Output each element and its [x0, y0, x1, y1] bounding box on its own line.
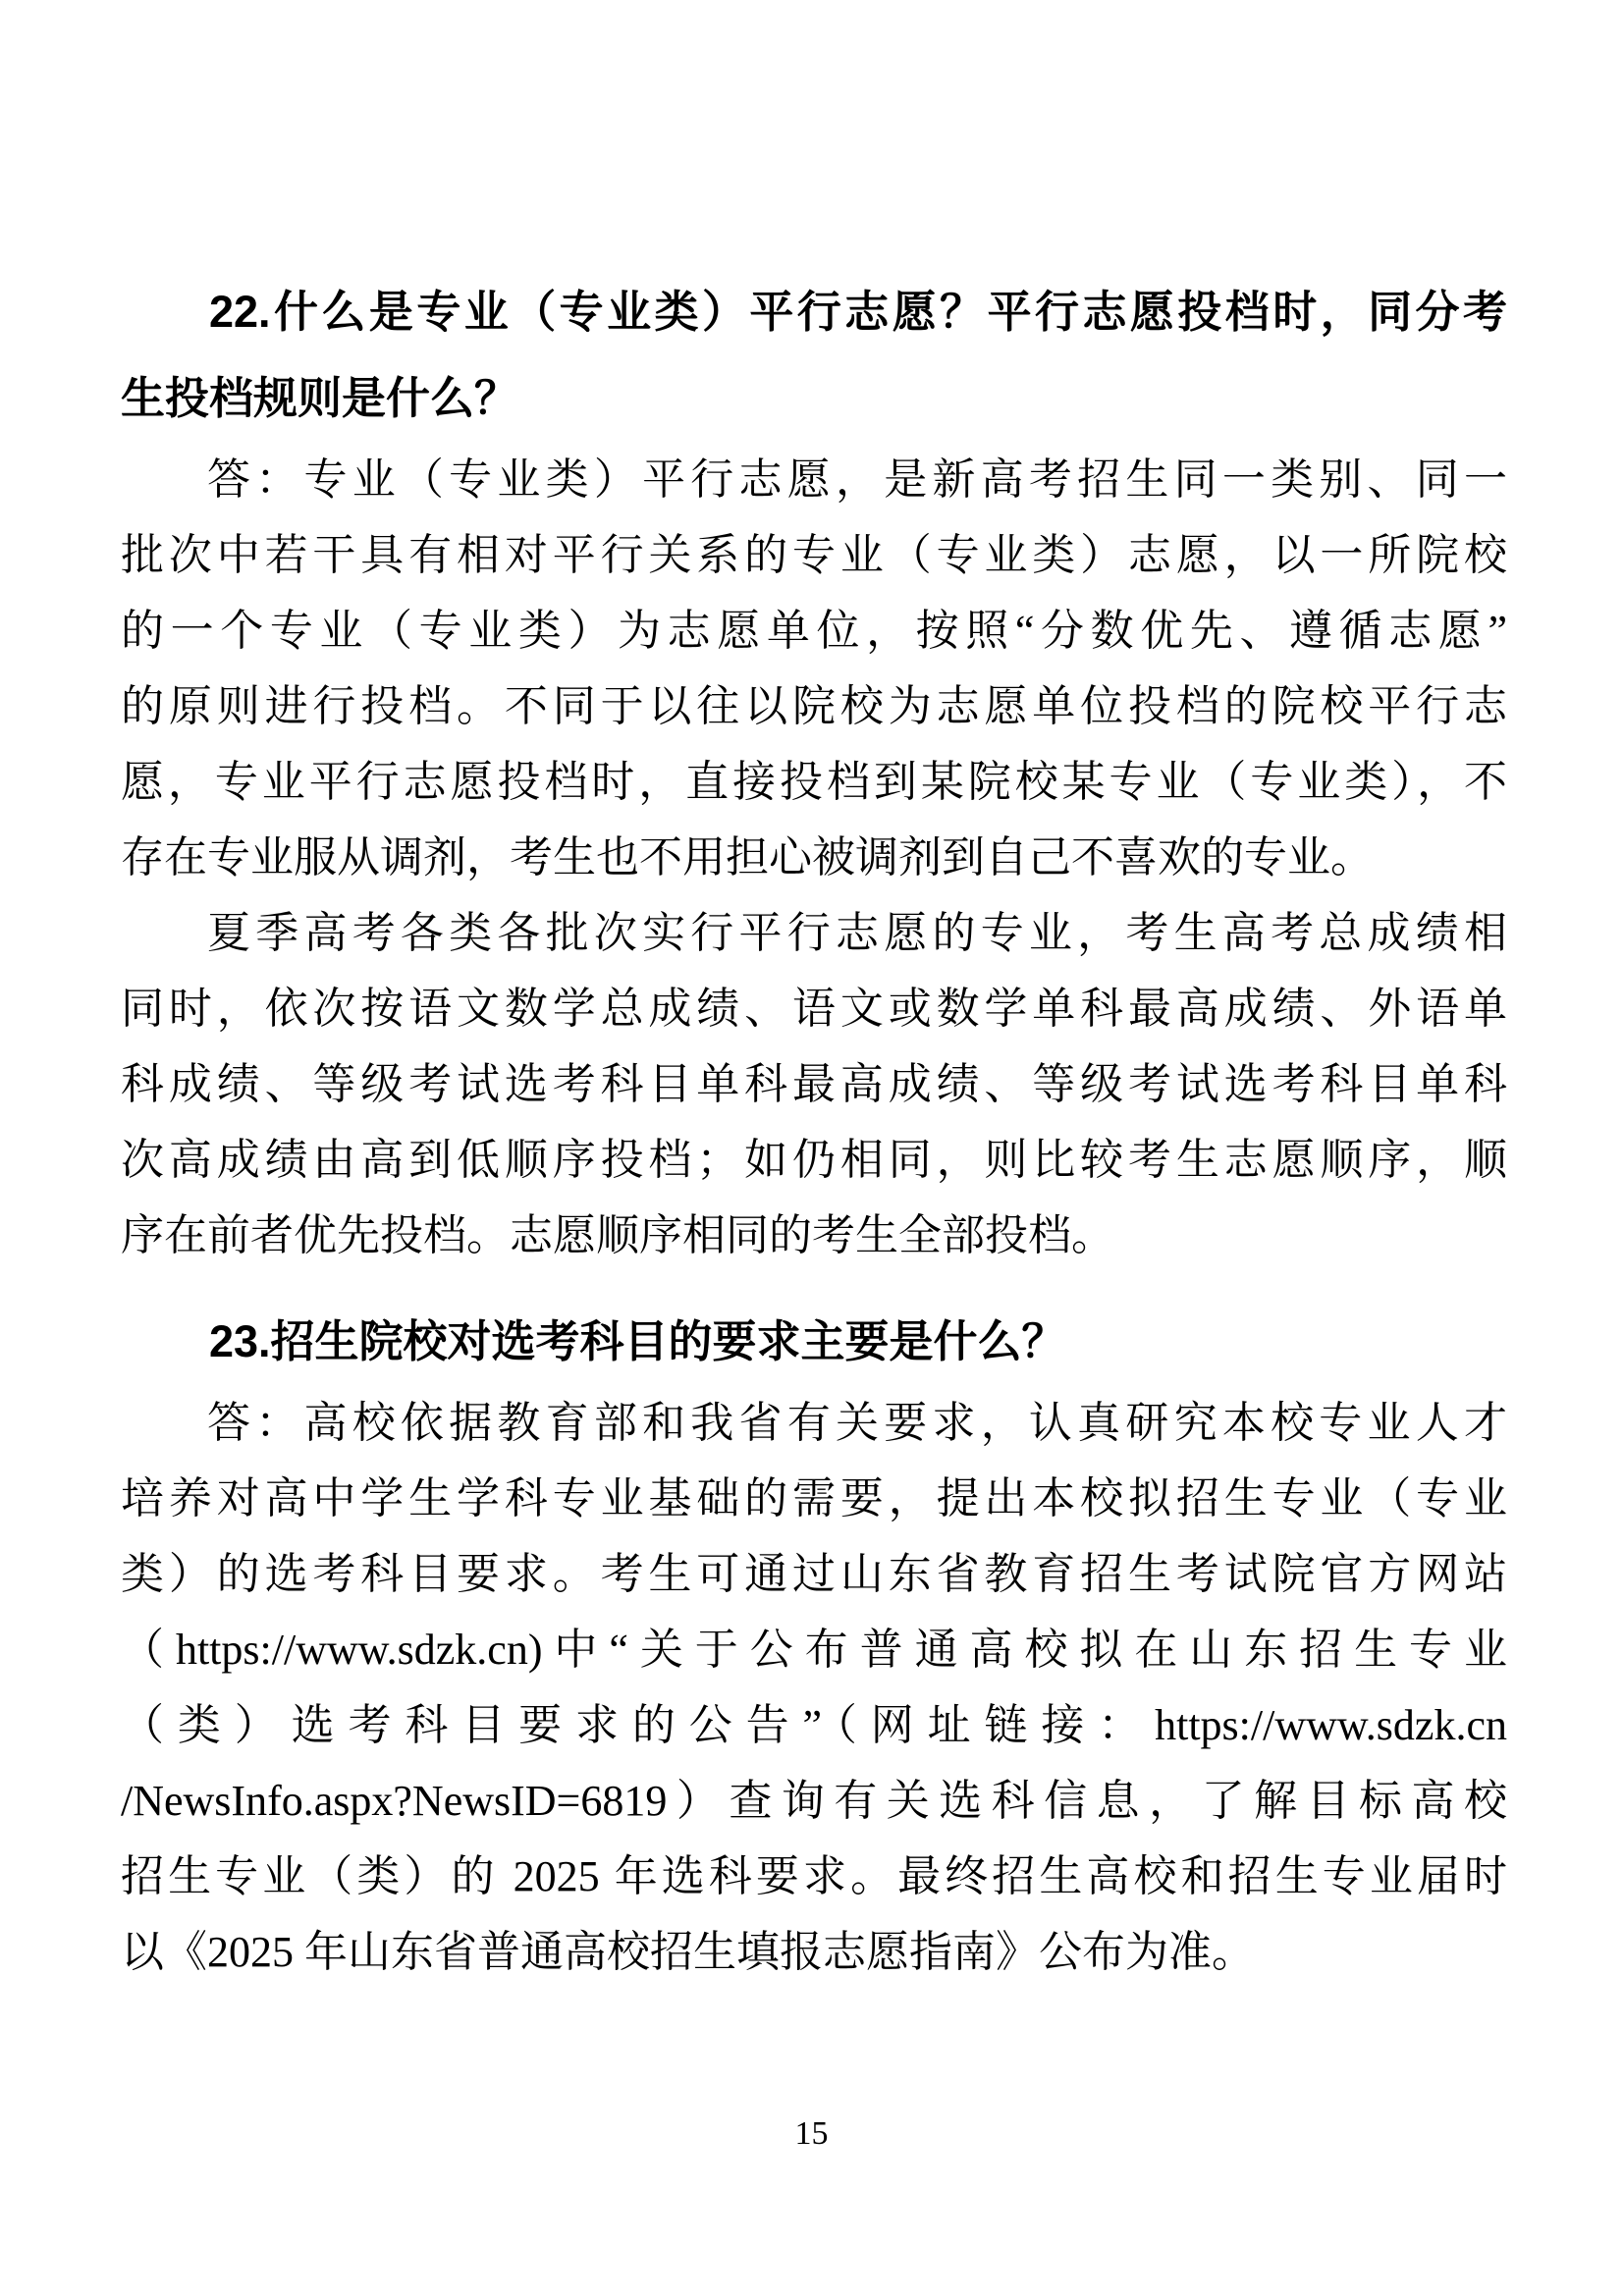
- text-line: /NewsInfo.aspx?NewsID=6819）查询有关选科信息，了解目标高校: [121, 1777, 1507, 1825]
- question-22-heading: [121, 269, 1507, 442]
- text-line: 类）的选考科目要求。考生可通过山东省教育招生考试院官方网站: [121, 1550, 1507, 1598]
- question-23-answer-paragraph: [121, 1385, 1507, 1990]
- text-line: 批次中若干具有相对平行关系的专业（专业类）志愿，以一所院校: [121, 531, 1507, 579]
- text-line: 培养对高中学生学科专业基础的需要，提出本校拟招生专业（专业: [121, 1474, 1507, 1522]
- text-line: 次高成绩由高到低顺序投档；如仍相同，则比较考生志愿顺序，顺: [121, 1136, 1507, 1184]
- question-22-answer-paragraph-2: [121, 895, 1507, 1273]
- text-line: 22.什么是专业（专业类）平行志愿？平行志愿投档时，同分考: [209, 287, 1507, 337]
- question-22-answer-paragraph-1: [121, 442, 1507, 895]
- text-line: 夏季高考各类各批次实行平行志愿的专业，考生高考总成绩相: [207, 909, 1507, 957]
- text-line: 同时，依次按语文数学总成绩、语文或数学单科最高成绩、外语单: [121, 985, 1507, 1033]
- question-23-heading: [121, 1299, 1507, 1385]
- text-line: 的原则进行投档。不同于以往以院校为志愿单位投档的院校平行志: [121, 682, 1507, 730]
- text-line: 序在前者优先投档。志愿顺序相同的考生全部投档。: [121, 1211, 1114, 1259]
- text-line: 愿，专业平行志愿投档时，直接投档到某院校某专业（专业类），不: [121, 758, 1507, 806]
- text-line: 23.招生院校对选考科目的要求主要是什么？: [209, 1316, 1066, 1366]
- text-line: （类）选考科目要求的公告”（网址链接：https://www.sdzk.cn: [121, 1701, 1507, 1749]
- text-line: 答：高校依据教育部和我省有关要求，认真研究本校专业人才: [207, 1399, 1507, 1447]
- text-line: （https://www.sdzk.cn)中“关于公布普通高校拟在山东招生专业: [121, 1626, 1507, 1674]
- document-content: [121, 269, 1507, 1990]
- text-line: 招生专业（类）的 2025 年选科要求。最终招生高校和招生专业届时: [121, 1852, 1507, 1900]
- text-line: 的一个专业（专业类）为志愿单位，按照“分数优先、遵循志愿”: [121, 607, 1507, 655]
- text-line: 以《2025 年山东省普通高校招生填报志愿指南》公布为准。: [121, 1928, 1255, 1976]
- text-line: 存在专业服从调剂，考生也不用担心被调剂到自己不喜欢的专业。: [121, 833, 1374, 881]
- text-line: 生投档规则是什么？: [121, 373, 519, 423]
- page-number: 15: [794, 2115, 829, 2152]
- text-line: 科成绩、等级考试选考科目单科最高成绩、等级考试选考科目单科: [121, 1060, 1507, 1108]
- text-line: 答：专业（专业类）平行志愿，是新高考招生同一类别、同一: [207, 455, 1507, 504]
